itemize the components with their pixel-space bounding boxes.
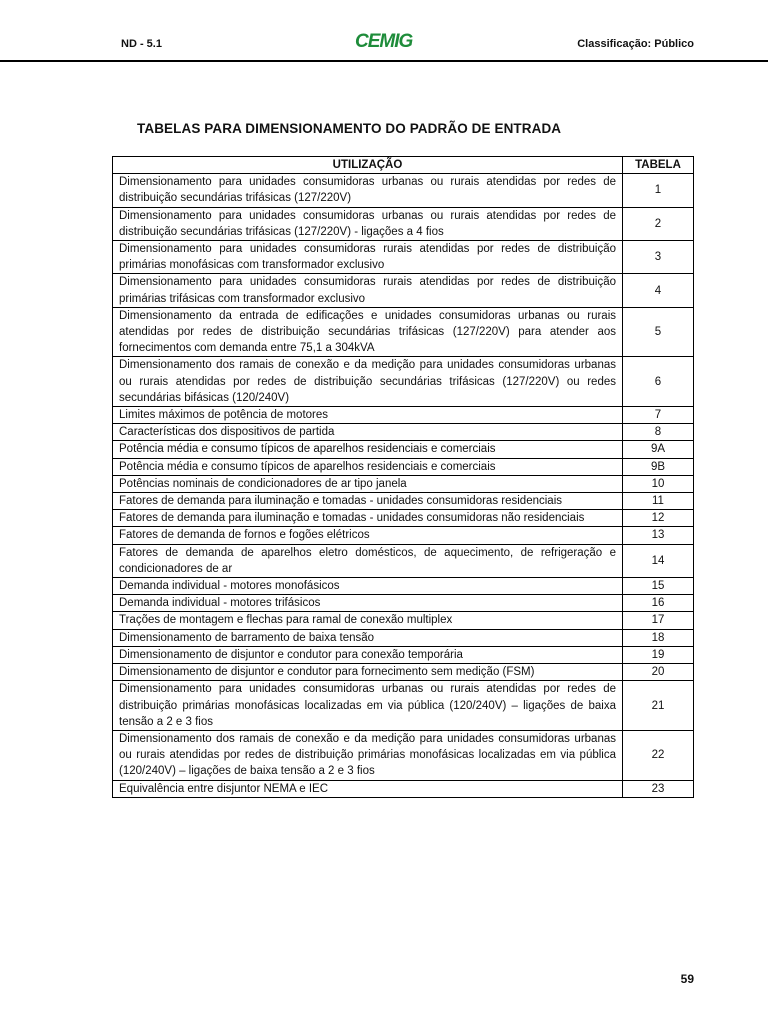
table-row (113, 544, 694, 577)
row-table-number: 12 (623, 510, 694, 527)
table-row (113, 424, 694, 441)
cemig-logo: CEMIG (355, 31, 413, 52)
row-description: Características dos dispositivos de partida (113, 424, 623, 441)
table-row (113, 578, 694, 595)
row-table-number: 23 (623, 780, 694, 797)
row-table-number: 17 (623, 612, 694, 629)
table-row (113, 174, 694, 207)
table-row (113, 493, 694, 510)
row-table-number: 7 (623, 407, 694, 424)
table-row (113, 207, 694, 240)
page-title: TABELAS PARA DIMENSIONAMENTO DO PADRÃO DE ENTRADA (137, 121, 562, 136)
row-table-number: 9A (623, 441, 694, 458)
table-row (113, 646, 694, 663)
row-description: Fatores de demanda para iluminação e tomadas - unidades consumidoras não residenciais (113, 510, 623, 527)
row-description: Potência média e consumo típicos de aparelhos residenciais e comerciais (113, 441, 623, 458)
table-row (113, 307, 694, 357)
column-header-tabela: TABELA (623, 157, 694, 174)
row-table-number: 15 (623, 578, 694, 595)
table-row (113, 664, 694, 681)
row-description: Dimensionamento para unidades consumidoras rurais atendidas por redes de distribuição primárias trifásicas com transformador exclusivo (113, 274, 623, 307)
table-row (113, 241, 694, 274)
page-number: 59 (680, 972, 694, 986)
row-description: Dimensionamento dos ramais de conexão e da medição para unidades consumidoras urbanas ou rurais atendidas por redes de distribuição secundárias trifásicas (127/220V) ou redes secundárias bifásicas (120/240V) (113, 357, 623, 407)
row-description: Fatores de demanda para iluminação e tomadas - unidades consumidoras residenciais (113, 493, 623, 510)
row-description: Equivalência entre disjuntor NEMA e IEC (113, 780, 623, 797)
row-description: Demanda individual - motores trifásicos (113, 595, 623, 612)
row-table-number: 14 (623, 544, 694, 577)
row-table-number: 4 (623, 274, 694, 307)
column-header-utilizacao: UTILIZAÇÃO (113, 157, 623, 174)
table-row (113, 681, 694, 731)
row-table-number: 11 (623, 493, 694, 510)
row-description: Limites máximos de potência de motores (113, 407, 623, 424)
row-table-number: 2 (623, 207, 694, 240)
table-row (113, 527, 694, 544)
table-row (113, 612, 694, 629)
row-table-number: 5 (623, 307, 694, 357)
row-description: Potências nominais de condicionadores de ar tipo janela (113, 475, 623, 492)
row-table-number: 22 (623, 730, 694, 780)
row-description: Dimensionamento de disjuntor e condutor para conexão temporária (113, 646, 623, 663)
row-description: Dimensionamento para unidades consumidoras urbanas ou rurais atendidas por redes de distribuição secundárias trifásicas (127/220V) (113, 174, 623, 207)
row-description: Demanda individual - motores monofásicos (113, 578, 623, 595)
table-row (113, 274, 694, 307)
table-row (113, 595, 694, 612)
row-table-number: 3 (623, 241, 694, 274)
classification-label: Classificação: Público (577, 38, 694, 50)
row-table-number: 10 (623, 475, 694, 492)
row-table-number: 6 (623, 357, 694, 407)
row-description: Potência média e consumo típicos de aparelhos residenciais e comerciais (113, 458, 623, 475)
table-header-row (113, 157, 694, 174)
table-row (113, 510, 694, 527)
table-row (113, 458, 694, 475)
document-code: ND - 5.1 (121, 38, 162, 50)
row-description: Dimensionamento dos ramais de conexão e da medição para unidades consumidoras urbanas ou rurais atendidas por redes de distribuição primárias monofásicas localizadas em via pública (120/240V) – ligações de baixa tensão a 2 e 3 fios (113, 730, 623, 780)
row-description: Dimensionamento para unidades consumidoras urbanas ou rurais atendidas por redes de distribuição primárias monofásicas localizadas em via pública (120/240V) – ligações de baixa tensão a 2 e 3 fios (113, 681, 623, 731)
row-table-number: 8 (623, 424, 694, 441)
header-divider (0, 60, 768, 62)
row-description: Dimensionamento de disjuntor e condutor para fornecimento sem medição (FSM) (113, 664, 623, 681)
table-row (113, 780, 694, 797)
row-table-number: 20 (623, 664, 694, 681)
row-description: Dimensionamento para unidades consumidoras rurais atendidas por redes de distribuição primárias monofásicas com transformador exclusivo (113, 241, 623, 274)
row-table-number: 16 (623, 595, 694, 612)
row-table-number: 19 (623, 646, 694, 663)
row-description: Dimensionamento de barramento de baixa tensão (113, 629, 623, 646)
row-table-number: 9B (623, 458, 694, 475)
row-table-number: 21 (623, 681, 694, 731)
table-row (113, 475, 694, 492)
tables-index (112, 156, 694, 798)
page-header (0, 0, 768, 62)
row-description: Trações de montagem e flechas para ramal de conexão multiplex (113, 612, 623, 629)
row-table-number: 13 (623, 527, 694, 544)
row-table-number: 18 (623, 629, 694, 646)
table-row (113, 629, 694, 646)
row-description: Fatores de demanda de fornos e fogões elétricos (113, 527, 623, 544)
row-table-number: 1 (623, 174, 694, 207)
row-description: Fatores de demanda de aparelhos eletro domésticos, de aquecimento, de refrigeração e condicionadores de ar (113, 544, 623, 577)
row-description: Dimensionamento para unidades consumidoras urbanas ou rurais atendidas por redes de distribuição secundárias trifásicas (127/220V) - ligações a 4 fios (113, 207, 623, 240)
row-description: Dimensionamento da entrada de edificações e unidades consumidoras urbanas ou rurais atendidas por redes de distribuição secundárias trifásicas (127/220V) para atender aos fornecimentos com demanda entre 75,1 a 304kVA (113, 307, 623, 357)
table-row (113, 407, 694, 424)
table-row (113, 730, 694, 780)
table-row (113, 441, 694, 458)
table-row (113, 357, 694, 407)
